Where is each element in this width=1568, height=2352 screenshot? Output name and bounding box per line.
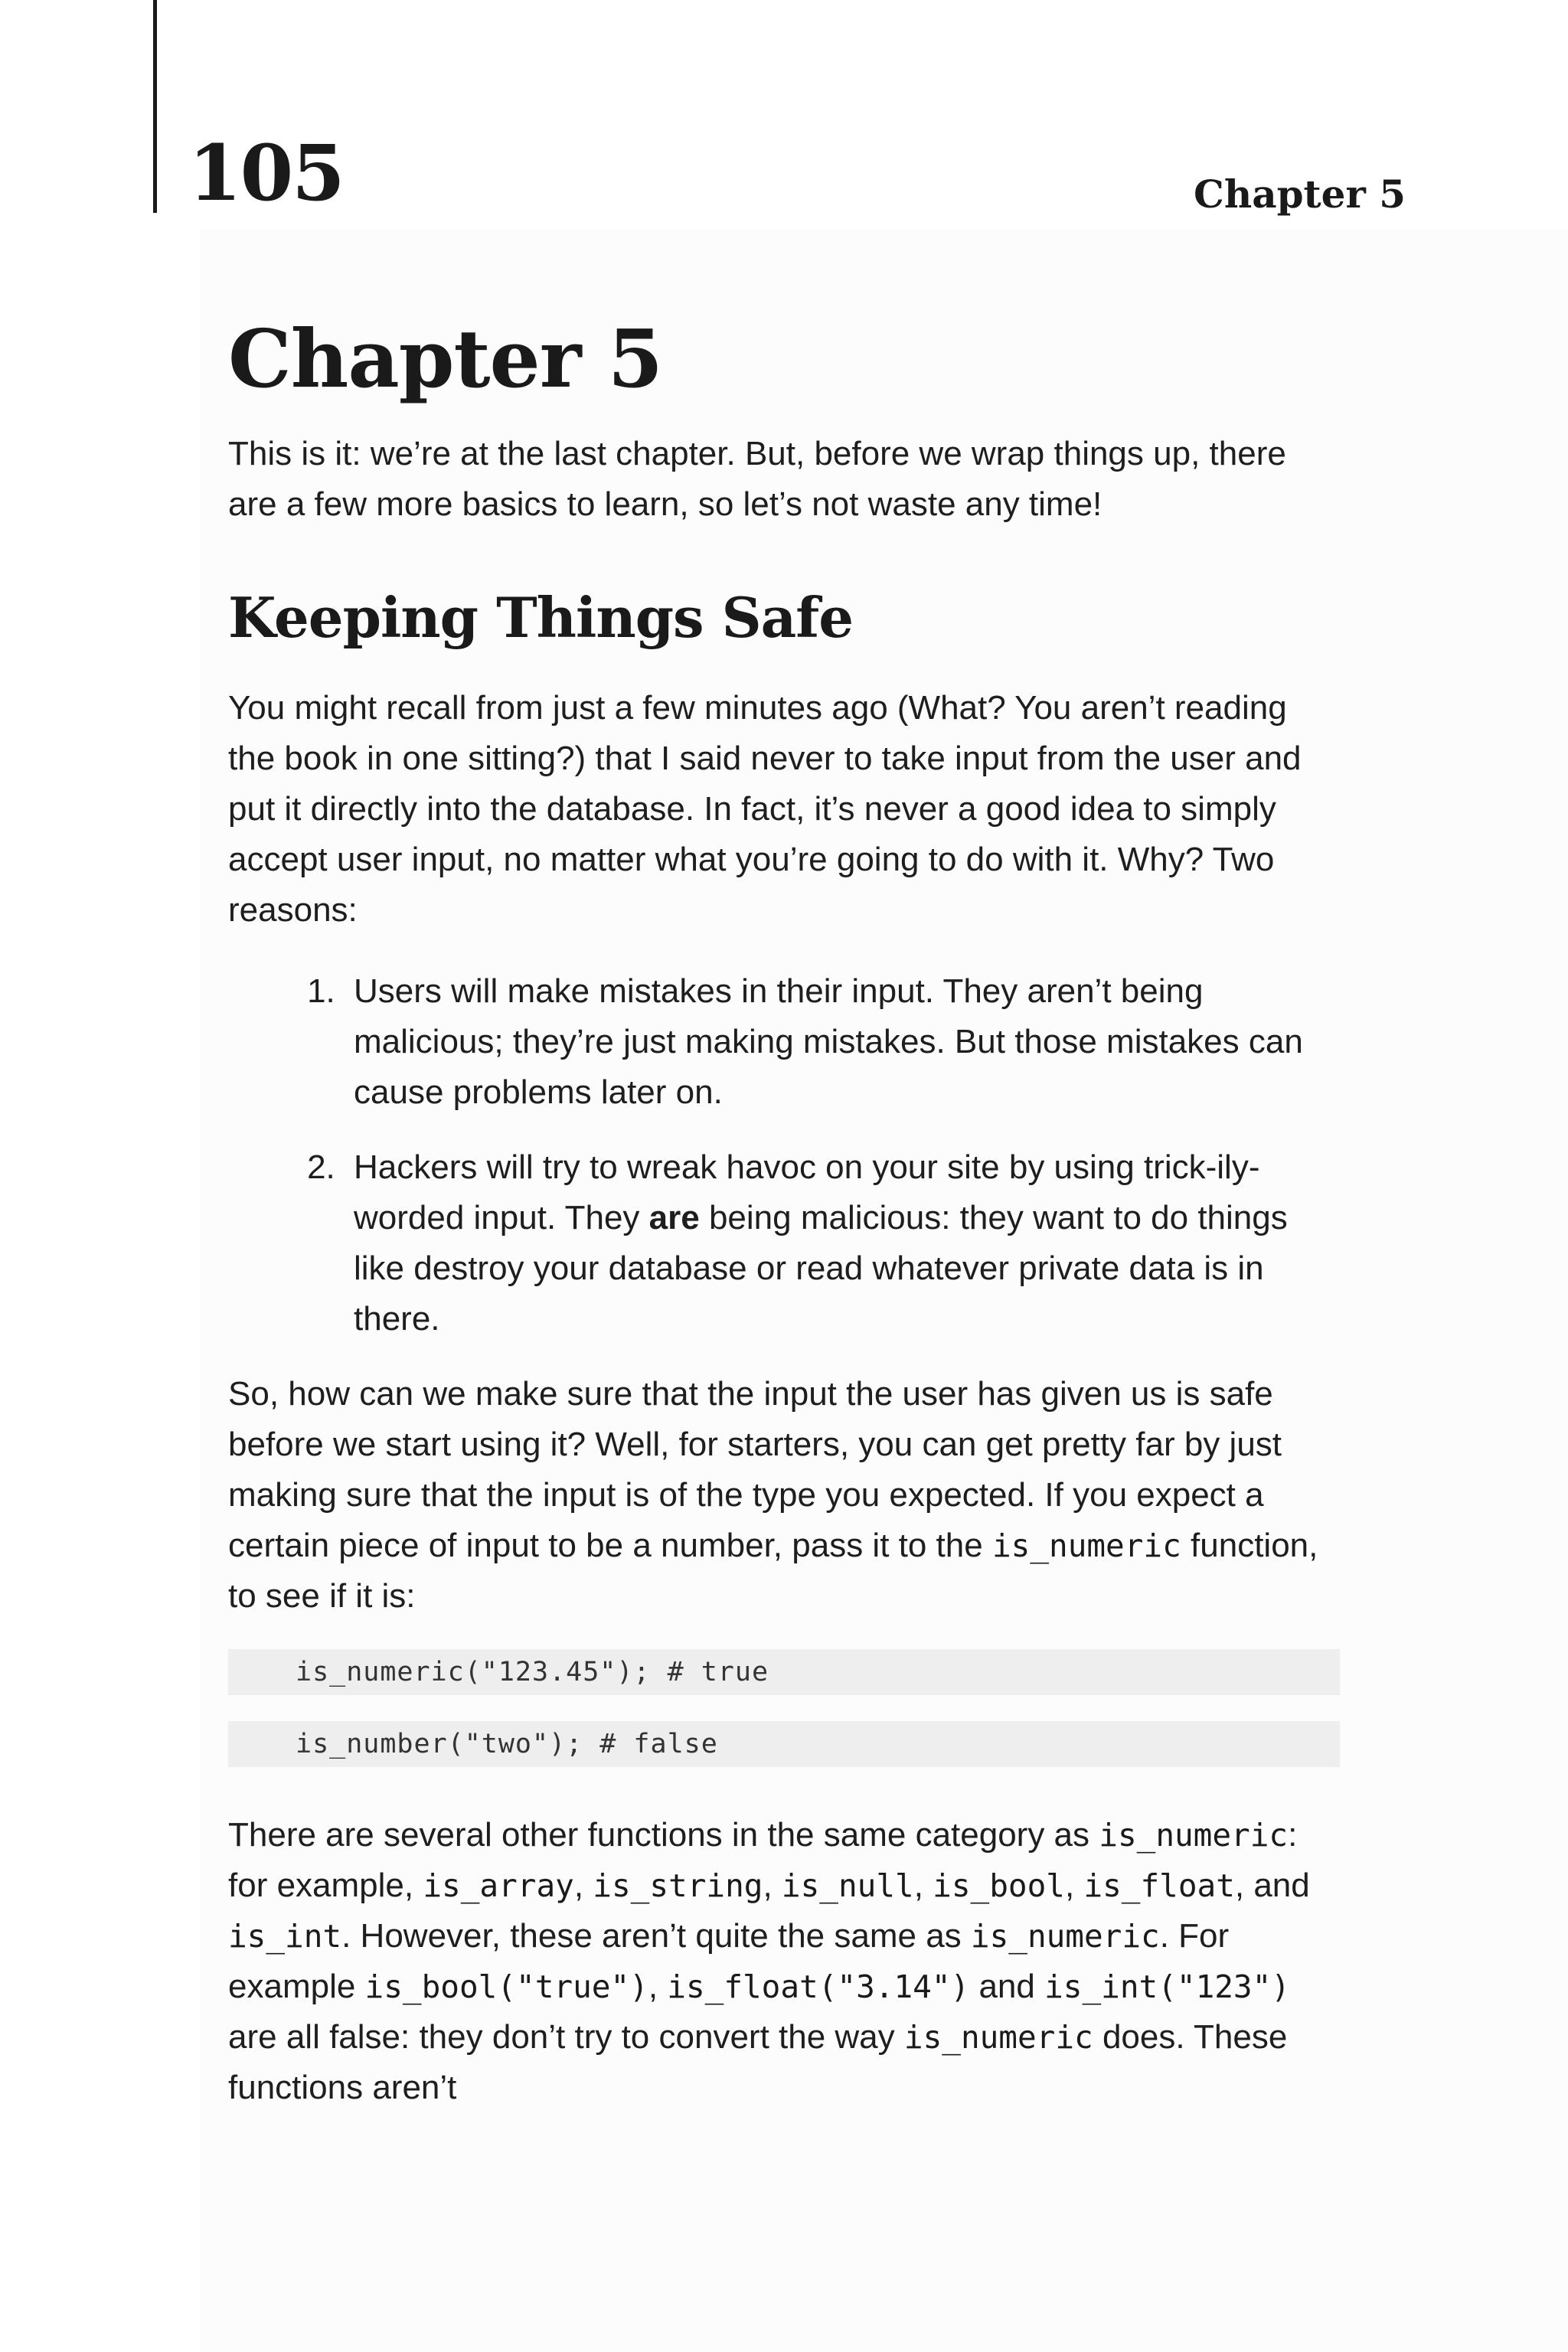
code-line: is_number("two"); # false xyxy=(228,1721,1340,1767)
paragraph-text: There are several other functions in the same category as xyxy=(228,1816,1099,1854)
reasons-list xyxy=(228,966,1340,1344)
paragraph-text: , xyxy=(573,1867,593,1904)
paragraph-text: : for example, xyxy=(228,1816,1298,1904)
paragraph-text: . For example xyxy=(228,1917,1230,2005)
paragraph-text: , xyxy=(913,1867,933,1904)
running-head: Chapter 5 xyxy=(1194,172,1406,217)
chapter-intro: This is it: we’re at the last chapter. But, before we wrap things up, there are a few more basics to learn, so let’s not waste any time! xyxy=(228,435,1286,523)
inline-code: is_int("123") xyxy=(1044,1968,1290,2005)
inline-code: is_string xyxy=(593,1867,763,1904)
inline-code: is_numeric xyxy=(903,2019,1093,2056)
paragraph-text: and xyxy=(969,1968,1045,2005)
paragraph-text: So, how can we make sure that the input the user has given us is safe before we start using it? Well, for starters, you can get pretty far by just making sure that the input is of the type you expected. If you expect a certain piece of input to be a number, pass it to the xyxy=(228,1375,1282,1564)
reason-emphasis: are xyxy=(648,1199,700,1236)
paragraph-text: , xyxy=(1064,1867,1084,1904)
inline-code: is_bool xyxy=(933,1867,1065,1904)
page-number: 105 xyxy=(188,128,344,218)
section-paragraph-3 xyxy=(228,1810,1340,2113)
chapter-title: Chapter 5 xyxy=(228,312,663,406)
page-content xyxy=(228,309,1340,2113)
inline-code: is_numeric xyxy=(970,1918,1160,1955)
reason-text: Users will make mistakes in their input. They aren’t being malicious; they’re just making mistakes. But those mistakes can cause problems later on. xyxy=(354,972,1303,1111)
section-paragraph-2 xyxy=(228,1369,1340,1622)
list-item xyxy=(345,966,1340,1118)
paragraph-text: , and xyxy=(1234,1867,1310,1904)
paragraph-text: does. These functions aren’t xyxy=(228,2018,1288,2106)
inline-code: is_numeric xyxy=(1099,1817,1289,1854)
paragraph-text: . However, these aren’t quite the same as xyxy=(341,1917,971,1955)
inline-code: is_bool("true") xyxy=(364,1968,648,2005)
reason-text: being malicious: they want to do things like destroy your database or read whatever private data is in there. xyxy=(354,1199,1288,1338)
inline-code: is_numeric xyxy=(991,1527,1181,1564)
list-item xyxy=(345,1142,1340,1344)
inline-code: is_float xyxy=(1083,1867,1235,1904)
inline-code: is_float("3.14") xyxy=(667,1968,970,2005)
inline-code: is_int xyxy=(228,1918,342,1955)
paragraph-text: function, to see if it is: xyxy=(228,1527,1318,1615)
header-edge-rule xyxy=(153,0,157,213)
paragraph-text: are all false: they don’t try to convert the way xyxy=(228,2018,904,2056)
paragraph-text: , xyxy=(763,1867,782,1904)
reason-text: Hackers will try to wreak havoc on your site by using trick-ily-worded input. They xyxy=(354,1148,1260,1236)
code-line: is_numeric("123.45"); # true xyxy=(228,1649,1340,1695)
inline-code: is_array xyxy=(423,1867,574,1904)
inline-code: is_null xyxy=(781,1867,914,1904)
paragraph-text: , xyxy=(648,1968,668,2005)
section-paragraph-1: You might recall from just a few minutes ago (What? You aren’t reading the book in one sitting?) that I said never to take input from the user and put it directly into the database. In fact, it’s never a good idea to simply accept user input, no matter what you’re going to do with it. Why? Two reasons: xyxy=(228,689,1302,929)
section-title: Keeping Things Safe xyxy=(228,585,854,650)
